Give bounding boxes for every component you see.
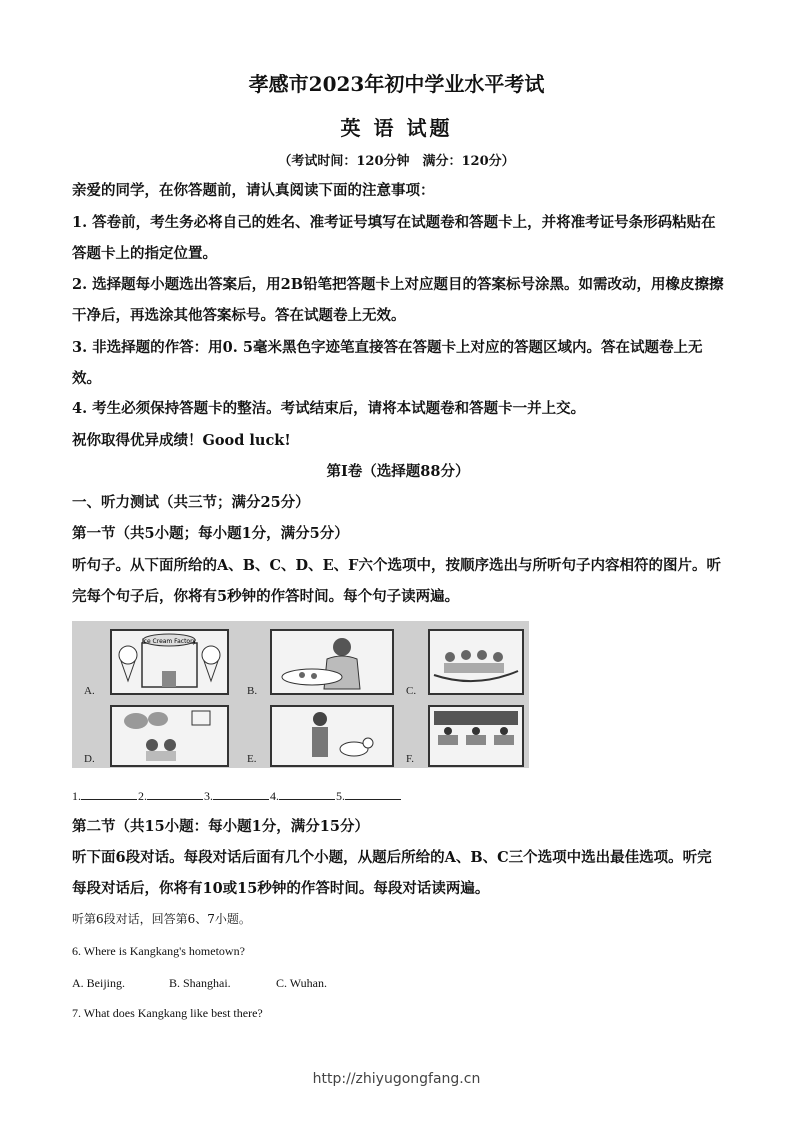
q6-option-b[interactable]: B. Shanghai. xyxy=(169,976,231,990)
classroom-image xyxy=(430,707,522,765)
picture-a xyxy=(110,629,229,695)
label-e: E. xyxy=(247,753,257,765)
blank-label: 1. xyxy=(72,789,81,803)
label-d: D. xyxy=(84,753,95,765)
police-dog-image xyxy=(272,707,392,765)
question-7: 7. What does Kangkang like best there? xyxy=(72,1006,263,1020)
q6-option-c[interactable]: C. Wuhan. xyxy=(276,976,327,990)
sub2-title: 第二节（共15小题：每小题1分，满分15分） xyxy=(72,818,369,835)
subject-title: 英 语 试题 xyxy=(340,116,453,140)
dialog-intro: 听第6段对话，回答第6、7小题。 xyxy=(72,912,251,926)
blank-label: 3. xyxy=(204,789,213,803)
answer-blank-3[interactable] xyxy=(213,788,269,800)
exam-info: （考试时间：120分钟 满分：120分） xyxy=(278,154,515,169)
answer-blanks xyxy=(72,788,402,804)
notice-item-3: 3. 非选择题的作答：用0. 5毫米黑色字迹笔直接答在答题卡上对应的答题区域内。答在试题卷上无效。 xyxy=(72,339,703,387)
ice-cream-factory-image xyxy=(112,631,227,693)
dragon-boat-image xyxy=(430,631,522,693)
picture-f xyxy=(428,705,524,767)
notice-item-2: 2. 选择题每小题选出答案后，用2B铅笔把答题卡上对应题目的答案标号涂黑。如需改动，用橡皮擦擦干净后，再选涂其他答案标号。答在试题卷上无效。 xyxy=(72,276,724,324)
label-a: A. xyxy=(84,685,95,697)
sub2-instructions: 听下面6段对话。每段对话后面有几个小题，从题后所给的A、B、C三个选项中选出最佳选项。听完每段对话后，你将有10或15秒钟的作答时间。每段对话读两遍。 xyxy=(72,849,712,897)
answer-blank-4[interactable] xyxy=(279,788,335,800)
notice-item-1: 1. 答卷前，考生务必将自己的姓名、准考证号填写在试题卷和答题卡上，并将准考证号条形码粘贴在答题卡上的指定位置。 xyxy=(72,214,716,262)
picture-d xyxy=(110,705,229,767)
sub1-instructions: 听句子。从下面所给的A、B、C、D、E、F六个选项中，按顺序选出与所听句子内容相符的图片。听完每个句子后，你将有5秒钟的作答时间。每个句子读两遍。 xyxy=(72,557,721,605)
footer-url[interactable]: http://zhiyugongfang.cn xyxy=(312,1071,481,1087)
question-6: 6. Where is Kangkang's hometown? xyxy=(72,944,245,958)
exam-title: 孝感市2023年初中学业水平考试 xyxy=(248,72,545,96)
blank-label: 4. xyxy=(270,789,279,803)
q6-option-a[interactable]: A. Beijing. xyxy=(72,976,125,990)
sub1-title: 第一节（共5小题；每小题1分，满分5分） xyxy=(72,525,349,542)
label-c: C. xyxy=(406,685,417,697)
section-title: 一、听力测试（共三节；满分25分） xyxy=(72,494,310,511)
listening-pictures xyxy=(72,621,529,768)
svg-text:Ice Cream Factory: Ice Cream Factory xyxy=(141,638,197,645)
notice-intro: 亲爱的同学，在你答题前，请认真阅读下面的注意事项： xyxy=(72,182,435,199)
part1-title: 第Ⅰ卷（选择题88分） xyxy=(326,463,470,480)
picture-b xyxy=(270,629,394,695)
good-luck-text: 祝你取得优异成绩！Good luck! xyxy=(72,432,291,449)
answer-blank-1[interactable] xyxy=(81,788,137,800)
label-b: B. xyxy=(247,685,258,697)
answer-blank-2[interactable] xyxy=(147,788,203,800)
blank-label: 5. xyxy=(336,789,345,803)
cooking-woman-image xyxy=(272,631,392,693)
notice-item-4: 4. 考生必须保持答题卡的整洁。考试结束后，请将本试题卷和答题卡一并上交。 xyxy=(72,400,586,417)
picture-c xyxy=(428,629,524,695)
label-f: F. xyxy=(406,753,414,765)
blank-label: 2. xyxy=(138,789,147,803)
answer-blank-5[interactable] xyxy=(345,788,401,800)
q6-options xyxy=(72,974,724,992)
lanterns-children-image xyxy=(112,707,227,765)
picture-e xyxy=(270,705,394,767)
